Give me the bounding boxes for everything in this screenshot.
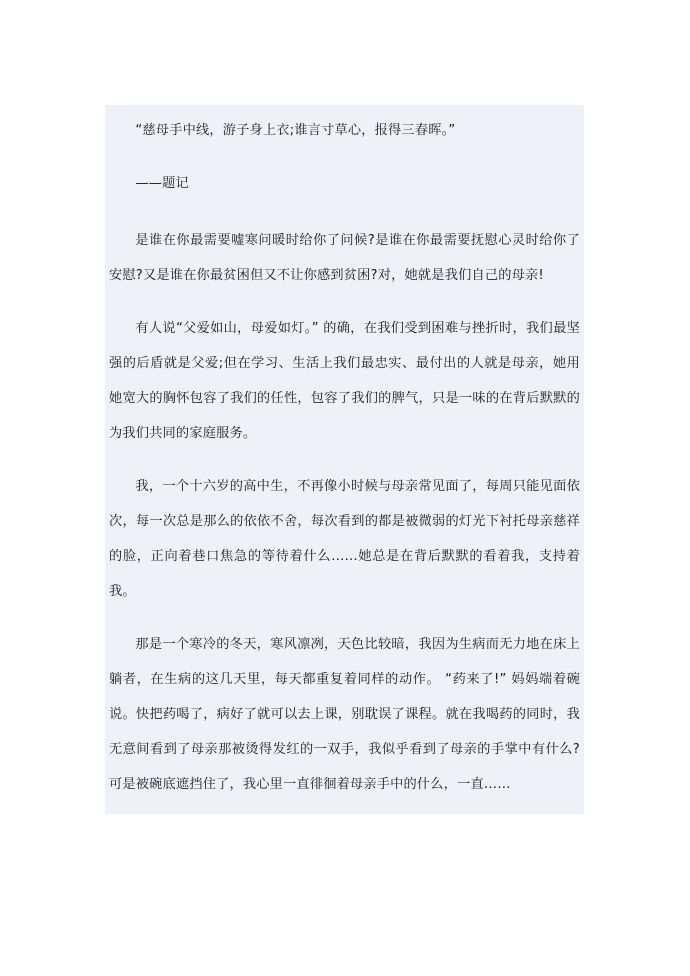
paragraph-4: 那是一个寒冷的冬天，寒风凛冽，天色比较暗，我因为生病而无力地在床上躺者，在生病的这几天里，每天都重复着同样的动作。 “药来了!” 妈妈端着碗说。快把药喝了，病好了就可以去上课，别耽误了课程。就在我喝药的同时，我无意间看到了母亲那被烫得发红的一双手，我似乎看到了母亲的手掌中有什么?可是被碗底遮挡住了，我心里一直徘徊着母亲手中的什么，一直…… bbox=[109, 637, 580, 792]
epigraph-attribution: ——题记 bbox=[135, 176, 189, 191]
spacer bbox=[105, 609, 584, 627]
paragraph-2: 有人说“父爱如山，母爱如灯。” 的确，在我们受到困难与挫折时，我们最坚强的后盾就是父爱;但在学习、生活上我们最忠实、最付出的人就是母亲，她用她宽大的胸怀包容了我们的任性，包容了我们的脾气，只是一味的在背后默默的为我们共同的家庭服务。 bbox=[109, 321, 580, 441]
spacer bbox=[105, 148, 584, 166]
spacer bbox=[105, 451, 584, 469]
spacer bbox=[105, 293, 584, 311]
paragraph-3: 我，一个十六岁的高中生，不再像小时候与母亲常见面了，每周只能见面依次，每一次总是那么的依依不舍，每次看到的都是被微弱的灯光下衬托母亲慈祥的脸，正向着巷口焦急的等待着什么……她总是在背后默默的看着我，支持着我。 bbox=[109, 479, 580, 599]
paragraph-1: 是谁在你最需要嘘寒问暖时给你了问候?是谁在你最需要抚慰心灵时给你了安慰?又是谁在你最贫困但又不让你感到贫困?对，她就是我们自己的母亲! bbox=[109, 233, 580, 283]
epigraph-quote: “慈母手中线，游子身上衣;谁言寸草心，报得三春晖。” bbox=[135, 123, 456, 138]
document-body bbox=[105, 105, 584, 814]
spacer bbox=[105, 201, 584, 223]
document-content-block bbox=[105, 105, 584, 814]
